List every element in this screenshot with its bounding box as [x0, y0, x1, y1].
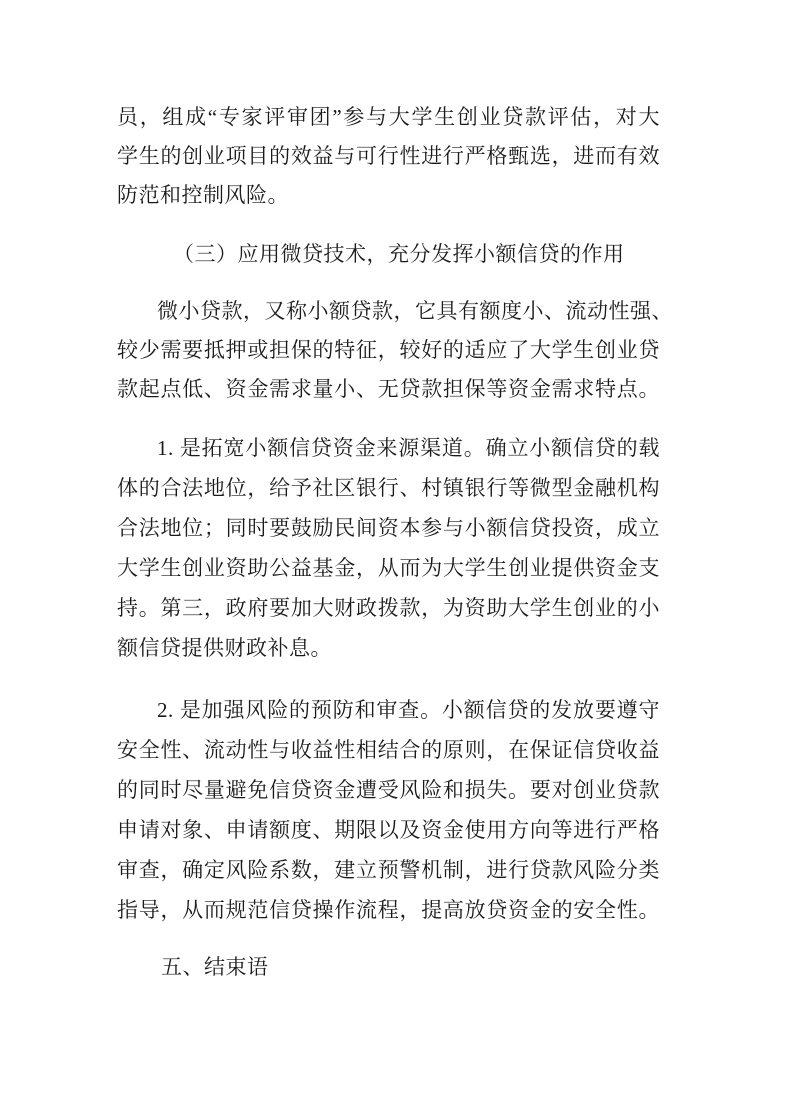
text-line: 审查，确定风险系数，建立预警机制，进行贷款风险分类 — [117, 858, 660, 882]
text-line: 合法地位；同时要鼓励民间资本参与小额信贷投资，成立 — [117, 516, 660, 540]
heading-line: 五、结束语 — [161, 955, 269, 979]
text-line: 体的合法地位，给予社区银行、村镇银行等微型金融机构 — [117, 476, 660, 500]
text-line: 款起点低、资金需求量小、无贷款担保等资金需求特点。 — [117, 377, 660, 401]
text-line: 防范和控制风险。 — [117, 183, 289, 207]
paragraph-point-2 — [117, 690, 660, 930]
text-line: 微小贷款，又称小额贷款，它具有额度小、流动性强、 — [157, 299, 673, 323]
text-line: 额信贷提供财政补息。 — [117, 636, 332, 660]
text-line: 安全性、流动性与收益性相结合的原则，在保证信贷收益 — [117, 738, 660, 762]
text-line: 学生的创业项目的效益与可行性进行严格甄选，进而有效 — [117, 144, 660, 168]
text-line: 较少需要抵押或担保的特征，较好的适应了大学生创业贷 — [117, 338, 660, 362]
text-line: 的同时尽量避免信贷资金遭受风险和损失。要对创业贷款 — [117, 778, 660, 802]
paragraph-continued — [117, 98, 660, 215]
text-line: 2. 是加强风险的预防和审查。小额信贷的发放要遵守 — [157, 698, 660, 722]
text-line: 大学生创业资助公益基金，从而为大学生创业提供资金支 — [117, 556, 660, 580]
section-heading-5 — [117, 948, 660, 987]
text-line: 1. 是拓宽小额信贷资金来源渠道。确立小额信贷的载 — [157, 436, 660, 460]
text-line: 员，组成“专家评审团”参与大学生创业贷款评估，对大 — [117, 105, 660, 129]
text-line: 持。第三，政府要加大财政拨款，为资助大学生创业的小 — [117, 596, 660, 620]
heading-line: （三）应用微贷技术，充分发挥小额信贷的作用 — [173, 242, 625, 266]
section-heading-3 — [117, 235, 660, 274]
paragraph-point-1 — [117, 428, 660, 668]
text-line: 指导，从而规范信贷操作流程，提高放贷资金的安全性。 — [117, 898, 660, 922]
text-line: 申请对象、申请额度、期限以及资金使用方向等进行严格 — [117, 818, 660, 842]
paragraph-micro-loans — [117, 292, 673, 409]
